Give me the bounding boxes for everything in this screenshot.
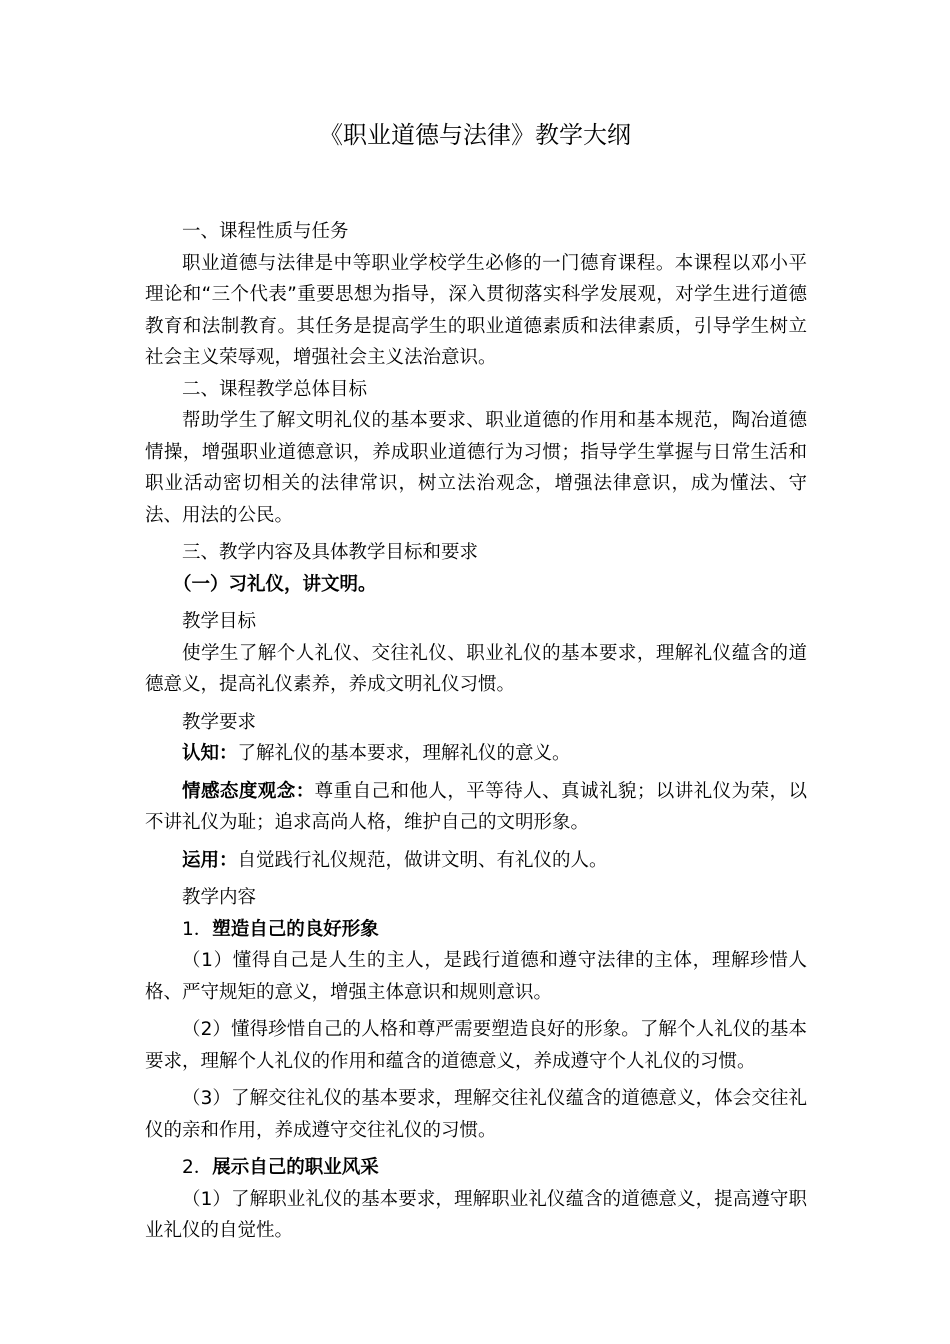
teaching-requirements-label: 教学要求 — [182, 711, 257, 733]
requirement-application-label: 运用： — [182, 849, 238, 871]
topic-2-heading — [145, 1152, 807, 1184]
topic-2-number: 2． — [182, 1157, 213, 1178]
requirement-attitude — [145, 776, 807, 839]
topic-1-number: 1． — [182, 918, 213, 940]
topic-2-item: （1）了解职业礼仪的基本要求，理解职业礼仪蕴含的道德意义，提高遵守职业礼仪的自觉性。 — [145, 1188, 807, 1241]
requirement-application — [145, 845, 807, 877]
topic-2-title: 展示自己的职业风采 — [212, 1157, 379, 1178]
section-1-heading: 一、课程性质与任务 — [182, 221, 349, 242]
section-1-body: 职业道德与法律是中等职业学校学生必修的一门德育课程。本课程以邓小平理论和“三个代表”重要思想为指导，深入贯彻落实科学发展观，对学生进行道德教育和法制教育。其任务是提高学生的职业道德素质和法律素质，引导学生树立社会主义荣辱观，增强社会主义法治意识。 — [145, 252, 807, 368]
document-title: 《职业道德与法律》教学大纲 — [319, 121, 631, 149]
teaching-content-label: 教学内容 — [182, 887, 257, 908]
topic-1-heading — [145, 914, 807, 946]
topic-1-item: （1）懂得自己是人生的主人，是践行道德和遵守法律的主体，理解珍惜人格、严守规矩的意义，增强主体意识和规则意识。 — [145, 950, 807, 1003]
document-body — [145, 216, 807, 1247]
section-2-heading: 二、课程教学总体目标 — [182, 378, 368, 400]
section-2-body: 帮助学生了解文明礼仪的基本要求、职业道德的作用和基本规范，陶冶道德情操，增强职业道德意识，养成职业道德行为习惯；指导学生掌握与日常生活和职业活动密切相关的法律常识，树立法治观念，增强法律意识，成为懂法、守法、用法的公民。 — [145, 410, 807, 526]
topic-1-item: （2）懂得珍惜自己的人格和尊严需要塑造良好的形象。了解个人礼仪的基本要求，理解个人礼仪的作用和蕴含的道德意义，养成遵守个人礼仪的习惯。 — [145, 1019, 807, 1072]
requirement-cognition-label: 认知： — [182, 743, 238, 764]
unit-1-heading: （一）习礼仪，讲文明。 — [173, 573, 377, 595]
requirement-attitude-text: 尊重自己和他人，平等待人、真诚礼貌；以讲礼仪为荣，以不讲礼仪为耻；追求高尚人格，维护自己的文明形象。 — [145, 780, 807, 833]
requirement-cognition-text: 了解礼仪的基本要求，理解礼仪的意义。 — [237, 743, 571, 764]
topic-1-item: （3）了解交往礼仪的基本要求，理解交往礼仪蕴含的道德意义，体会交往礼仪的亲和作用，养成遵守交往礼仪的习惯。 — [145, 1088, 807, 1141]
requirement-cognition — [145, 738, 807, 770]
requirement-application-text: 自觉践行礼仪规范，做讲文明、有礼仪的人。 — [237, 849, 608, 871]
requirement-attitude-label: 情感态度观念： — [182, 780, 315, 802]
section-3-heading: 三、教学内容及具体教学目标和要求 — [182, 542, 479, 563]
topic-1-title: 塑造自己的良好形象 — [212, 918, 379, 940]
teaching-goal-label: 教学目标 — [182, 611, 257, 632]
teaching-goal-text: 使学生了解个人礼仪、交往礼仪、职业礼仪的基本要求，理解礼仪蕴含的道德意义，提高礼仪素养，养成文明礼仪习惯。 — [145, 642, 807, 695]
